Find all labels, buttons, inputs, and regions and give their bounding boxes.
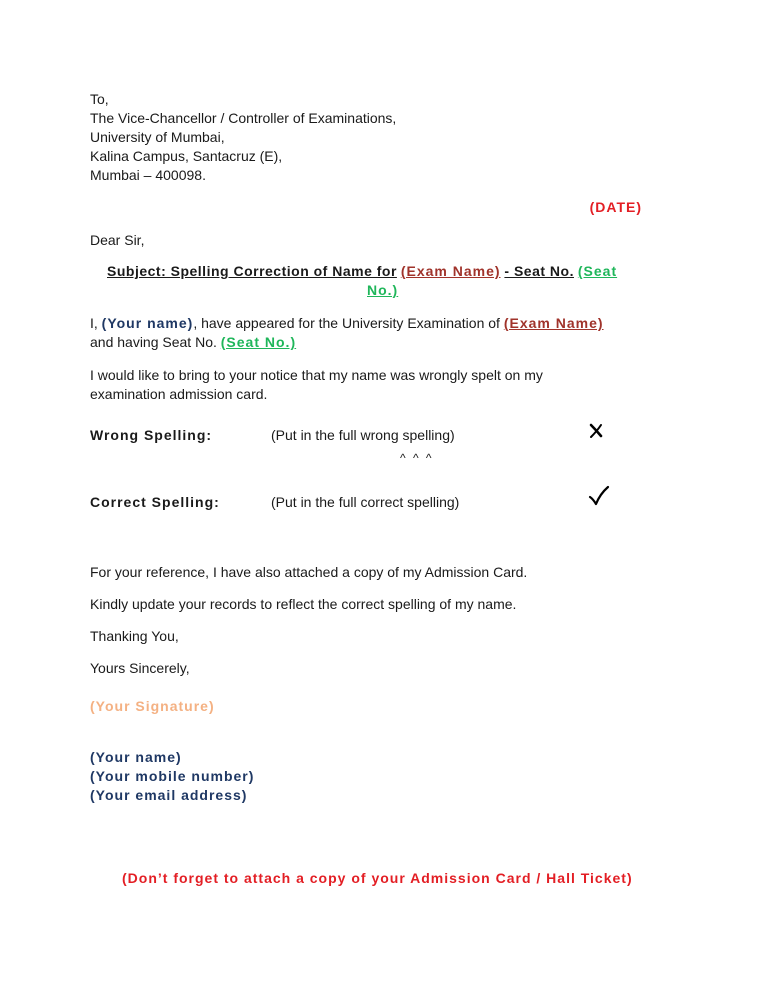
sincerely-line: Yours Sincerely, (90, 660, 190, 676)
footer-note: (Don’t forget to attach a copy of your Admission Card / Hall Ticket) (122, 870, 633, 886)
reference-line: For your reference, I have also attached a copy of my Admission Card. (90, 564, 528, 580)
thanks-line: Thanking You, (90, 628, 179, 644)
email-placeholder: (Your email address) (90, 787, 248, 803)
intro-end: and having Seat No. (90, 334, 217, 350)
wrong-spelling-value: (Put in the full wrong spelling) (271, 427, 455, 443)
address-line-4: Mumbai – 400098. (90, 167, 206, 183)
subject-line (107, 263, 617, 279)
update-line: Kindly update your records to reflect the correct spelling of my name. (90, 596, 517, 612)
cross-icon (588, 423, 604, 439)
intro-line-2 (90, 333, 296, 352)
notice-line-2: examination admission card. (90, 386, 268, 402)
subject-seat-no-cont: No.) (367, 282, 399, 298)
signature-placeholder: (Your Signature) (90, 698, 215, 714)
intro-your-name: (Your name) (101, 315, 194, 331)
mobile-placeholder: (Your mobile number) (90, 768, 255, 784)
caret-markers: ^ ^ ^ (400, 451, 434, 465)
correct-spelling-value: (Put in the full correct spelling) (271, 494, 460, 510)
correct-spelling-label: Correct Spelling: (90, 494, 220, 510)
subject-seat-no: (Seat (577, 263, 618, 279)
intro-mid: , have appeared for the University Examination of (193, 315, 500, 331)
address-to: To, (90, 91, 109, 107)
subject-prefix: Subject: Spelling Correction of Name for (107, 263, 397, 279)
subject-seat-prefix: - Seat No. (504, 263, 574, 279)
intro-exam-name: (Exam Name) (503, 315, 604, 331)
name-placeholder: (Your name) (90, 749, 182, 765)
wrong-spelling-label: Wrong Spelling: (90, 427, 213, 443)
notice-line-1: I would like to bring to your notice that my name was wrongly spelt on my (90, 367, 543, 383)
address-line-1: The Vice-Chancellor / Controller of Examinations, (90, 110, 397, 126)
check-icon (588, 485, 610, 507)
salutation: Dear Sir, (90, 232, 145, 248)
intro-line-1 (90, 314, 604, 333)
date-placeholder: (DATE) (589, 199, 642, 215)
address-line-2: University of Mumbai, (90, 129, 225, 145)
intro-i: I, (90, 315, 98, 331)
intro-seat-no: (Seat No.) (220, 334, 297, 350)
address-line-3: Kalina Campus, Santacruz (E), (90, 148, 283, 164)
subject-exam-name: (Exam Name) (400, 263, 501, 279)
